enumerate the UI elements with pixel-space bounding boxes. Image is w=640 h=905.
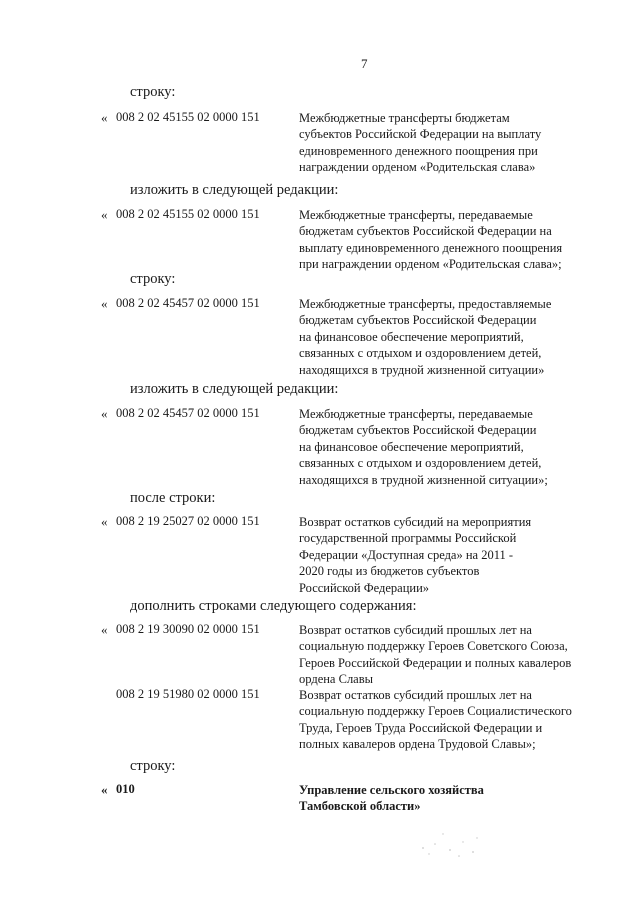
opening-quote: « — [101, 110, 108, 125]
instruction-text: строку: — [130, 84, 176, 100]
budget-code: 008 2 02 45457 02 0000 151 — [116, 406, 260, 420]
code-description: Возврат остатков субсидий на мероприятия государственной программы Российской Федерации «Доступная среда» на 2011 - 2020 годы из бюджетов субъектов Российской Федерации» — [299, 515, 532, 595]
page-number: 7 — [361, 56, 368, 71]
opening-quote: « — [101, 782, 108, 797]
budget-code: 008 2 19 30090 02 0000 151 — [116, 622, 260, 636]
budget-code: 010 — [116, 782, 135, 796]
budget-code: 008 2 19 51980 02 0000 151 — [116, 687, 260, 701]
code-description: Межбюджетные трансферты, передаваемые бюджетам субъектов Российской Федерации на выплату единовременного денежного поощрения при награждении орденом «Родительская слава»; — [299, 208, 563, 272]
opening-quote: « — [101, 406, 108, 421]
opening-quote: « — [101, 622, 108, 637]
faint-stamp-marks — [415, 820, 485, 860]
instruction-text: дополнить строками следующего содержания: — [130, 598, 417, 614]
budget-code: 008 2 19 25027 02 0000 151 — [116, 514, 260, 528]
budget-code: 008 2 02 45155 02 0000 151 — [116, 110, 260, 124]
code-description: Межбюджетные трансферты, предоставляемые бюджетам субъектов Российской Федерации на финансовое обеспечение мероприятий, связанных с отдыхом и оздоровлением детей, находящихся в трудной жизненной ситуации» — [299, 297, 552, 377]
instruction-text: изложить в следующей редакции: — [130, 182, 339, 198]
code-description: Управление сельского хозяйства Тамбовской области» — [299, 783, 484, 814]
code-description: Возврат остатков субсидий прошлых лет на социальную поддержку Героев Социалистического Труда, Героев Труда Российской Федерации и полных кавалеров ордена Трудовой Славы»; — [299, 688, 572, 752]
instruction-text: после строки: — [130, 490, 216, 506]
instruction-text: строку: — [130, 758, 176, 774]
code-description: Межбюджетные трансферты бюджетам субъектов Российской Федерации на выплату единовременного денежного поощрения при награждении орденом «Родительская слава» — [299, 111, 542, 175]
opening-quote: « — [101, 296, 108, 311]
opening-quote: « — [101, 514, 108, 529]
opening-quote: « — [101, 207, 108, 222]
code-description: Межбюджетные трансферты, передаваемые бюджетам субъектов Российской Федерации на финансовое обеспечение мероприятий, связанных с отдыхом и оздоровлением детей, находящихся в трудной жизненной ситуации»; — [299, 407, 548, 487]
instruction-text: изложить в следующей редакции: — [130, 381, 339, 397]
instruction-text: строку: — [130, 271, 176, 287]
budget-code: 008 2 02 45457 02 0000 151 — [116, 296, 260, 310]
code-description: Возврат остатков субсидий прошлых лет на социальную поддержку Героев Советского Союза, Героев Российской Федерации и полных кавалеров ордена Славы — [299, 623, 572, 687]
budget-code: 008 2 02 45155 02 0000 151 — [116, 207, 260, 221]
